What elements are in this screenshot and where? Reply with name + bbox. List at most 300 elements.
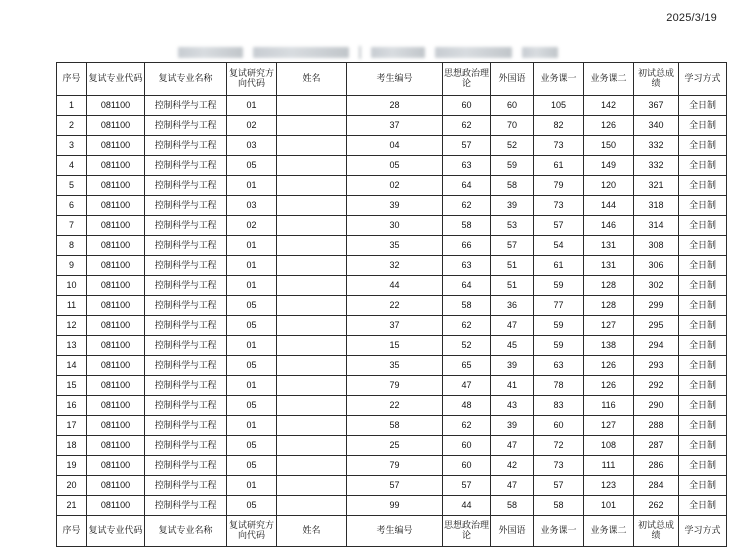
cell-name xyxy=(277,436,347,456)
blurred-header-banner xyxy=(178,44,558,60)
table-row xyxy=(57,436,727,456)
cell-foreign-language: 47 xyxy=(491,436,534,456)
header-business-two: 业务课二 xyxy=(584,63,634,96)
name-redaction xyxy=(302,216,346,235)
cell-politics: 52 xyxy=(443,336,491,356)
cell-index: 4 xyxy=(57,156,87,176)
cell-study-mode: 全日制 xyxy=(679,416,727,436)
cell-exam-number xyxy=(347,416,443,436)
table-row xyxy=(57,356,727,376)
cell-major-name: 控制科学与工程 xyxy=(145,336,227,356)
cell-business-two: 128 xyxy=(584,296,634,316)
cell-exam-number-text: 39 xyxy=(389,199,400,210)
cell-name xyxy=(277,316,347,336)
cell-major-name: 控制科学与工程 xyxy=(145,276,227,296)
cell-total-score: 286 xyxy=(634,456,679,476)
cell-politics: 63 xyxy=(443,256,491,276)
cell-business-one: 73 xyxy=(534,136,584,156)
name-redaction xyxy=(302,476,346,495)
cell-major-code: 081100 xyxy=(87,376,145,396)
name-redaction xyxy=(302,456,346,475)
name-redaction xyxy=(302,336,346,355)
banner-separator xyxy=(359,46,361,59)
table-body xyxy=(57,96,727,516)
table-row xyxy=(57,236,727,256)
header-foreign-language: 外国语 xyxy=(491,63,534,96)
cell-business-one: 72 xyxy=(534,436,584,456)
cell-business-two: 144 xyxy=(584,196,634,216)
cell-business-one: 59 xyxy=(534,316,584,336)
cell-study-mode: 全日制 xyxy=(679,376,727,396)
table-row xyxy=(57,336,727,356)
cell-exam-number xyxy=(347,316,443,336)
cell-business-two: 126 xyxy=(584,376,634,396)
cell-major-code: 081100 xyxy=(87,476,145,496)
table-row xyxy=(57,476,727,496)
cell-study-mode: 全日制 xyxy=(679,436,727,456)
table-row xyxy=(57,176,727,196)
cell-index: 10 xyxy=(57,276,87,296)
cell-name xyxy=(277,476,347,496)
cell-direction-code: 01 xyxy=(227,416,277,436)
cell-business-two: 101 xyxy=(584,496,634,516)
cell-politics: 57 xyxy=(443,476,491,496)
footer-politics: 思想政治理论 xyxy=(443,516,491,547)
cell-name xyxy=(277,256,347,276)
cell-business-one: 73 xyxy=(534,456,584,476)
header-major-name: 复试专业名称 xyxy=(145,63,227,96)
cell-study-mode: 全日制 xyxy=(679,456,727,476)
cell-study-mode: 全日制 xyxy=(679,196,727,216)
footer-study-mode: 学习方式 xyxy=(679,516,727,547)
cell-total-score: 284 xyxy=(634,476,679,496)
table-row xyxy=(57,316,727,336)
name-redaction xyxy=(302,316,346,335)
footer-total-score: 初试总成绩 xyxy=(634,516,679,547)
cell-name xyxy=(277,236,347,256)
cell-business-one: 63 xyxy=(534,356,584,376)
header-index: 序号 xyxy=(57,63,87,96)
table-row xyxy=(57,496,727,516)
header-row xyxy=(57,63,727,96)
footer-business-two: 业务课二 xyxy=(584,516,634,547)
cell-exam-number-text: 37 xyxy=(389,119,400,130)
cell-index: 11 xyxy=(57,296,87,316)
cell-major-code: 081100 xyxy=(87,496,145,516)
cell-foreign-language: 57 xyxy=(491,236,534,256)
name-redaction xyxy=(302,296,346,315)
cell-major-code: 081100 xyxy=(87,236,145,256)
cell-exam-number-text: 25 xyxy=(389,439,400,450)
cell-exam-number xyxy=(347,136,443,156)
cell-business-one: 59 xyxy=(534,276,584,296)
table-row xyxy=(57,276,727,296)
cell-major-name: 控制科学与工程 xyxy=(145,456,227,476)
cell-exam-number-text: 05 xyxy=(389,159,400,170)
cell-major-name: 控制科学与工程 xyxy=(145,416,227,436)
cell-major-code: 081100 xyxy=(87,176,145,196)
footer-major-code: 复试专业代码 xyxy=(87,516,145,547)
cell-direction-code: 05 xyxy=(227,496,277,516)
cell-major-code: 081100 xyxy=(87,136,145,156)
cell-major-name: 控制科学与工程 xyxy=(145,236,227,256)
cell-direction-code: 01 xyxy=(227,96,277,116)
banner-block-3 xyxy=(371,47,425,58)
cell-foreign-language: 53 xyxy=(491,216,534,236)
header-politics: 思想政治理论 xyxy=(443,63,491,96)
footer-row xyxy=(57,516,727,547)
table-row xyxy=(57,396,727,416)
cell-politics: 60 xyxy=(443,96,491,116)
cell-study-mode: 全日制 xyxy=(679,236,727,256)
cell-total-score: 367 xyxy=(634,96,679,116)
cell-name xyxy=(277,296,347,316)
cell-politics: 64 xyxy=(443,276,491,296)
cell-study-mode: 全日制 xyxy=(679,296,727,316)
table-row xyxy=(57,196,727,216)
cell-business-two: 149 xyxy=(584,156,634,176)
cell-politics: 57 xyxy=(443,136,491,156)
cell-major-code: 081100 xyxy=(87,256,145,276)
cell-study-mode: 全日制 xyxy=(679,96,727,116)
cell-foreign-language: 36 xyxy=(491,296,534,316)
cell-business-one: 83 xyxy=(534,396,584,416)
cell-total-score: 299 xyxy=(634,296,679,316)
cell-index: 13 xyxy=(57,336,87,356)
cell-foreign-language: 47 xyxy=(491,476,534,496)
cell-total-score: 332 xyxy=(634,136,679,156)
cell-major-code: 081100 xyxy=(87,456,145,476)
cell-study-mode: 全日制 xyxy=(679,476,727,496)
name-redaction xyxy=(302,116,346,135)
cell-index: 2 xyxy=(57,116,87,136)
cell-total-score: 332 xyxy=(634,156,679,176)
cell-business-two: 131 xyxy=(584,236,634,256)
cell-direction-code: 05 xyxy=(227,456,277,476)
cell-index: 6 xyxy=(57,196,87,216)
cell-major-name: 控制科学与工程 xyxy=(145,156,227,176)
cell-total-score: 287 xyxy=(634,436,679,456)
cell-foreign-language: 51 xyxy=(491,276,534,296)
cell-direction-code: 02 xyxy=(227,116,277,136)
header-direction-code: 复试研究方向代码 xyxy=(227,63,277,96)
cell-politics: 48 xyxy=(443,396,491,416)
cell-business-one: 54 xyxy=(534,236,584,256)
cell-major-name: 控制科学与工程 xyxy=(145,436,227,456)
cell-exam-number xyxy=(347,396,443,416)
cell-exam-number xyxy=(347,376,443,396)
cell-business-two: 127 xyxy=(584,416,634,436)
cell-exam-number xyxy=(347,116,443,136)
banner-block-5 xyxy=(522,47,558,58)
cell-politics: 60 xyxy=(443,456,491,476)
cell-politics: 60 xyxy=(443,436,491,456)
cell-index: 15 xyxy=(57,376,87,396)
cell-politics: 44 xyxy=(443,496,491,516)
cell-exam-number-text: 37 xyxy=(389,319,400,330)
cell-exam-number-text: 57 xyxy=(389,479,400,490)
table-row xyxy=(57,256,727,276)
header-major-code: 复试专业代码 xyxy=(87,63,145,96)
cell-exam-number xyxy=(347,276,443,296)
cell-business-one: 105 xyxy=(534,96,584,116)
cell-total-score: 290 xyxy=(634,396,679,416)
cell-major-name: 控制科学与工程 xyxy=(145,216,227,236)
cell-major-code: 081100 xyxy=(87,276,145,296)
cell-business-one: 77 xyxy=(534,296,584,316)
cell-major-name: 控制科学与工程 xyxy=(145,176,227,196)
cell-study-mode: 全日制 xyxy=(679,136,727,156)
cell-business-two: 131 xyxy=(584,256,634,276)
cell-business-two: 150 xyxy=(584,136,634,156)
cell-total-score: 306 xyxy=(634,256,679,276)
cell-name xyxy=(277,336,347,356)
cell-index: 14 xyxy=(57,356,87,376)
footer-major-name: 复试专业名称 xyxy=(145,516,227,547)
cell-major-code: 081100 xyxy=(87,336,145,356)
cell-foreign-language: 47 xyxy=(491,316,534,336)
cell-major-code: 081100 xyxy=(87,156,145,176)
cell-politics: 62 xyxy=(443,116,491,136)
cell-direction-code: 01 xyxy=(227,276,277,296)
name-redaction xyxy=(302,276,346,295)
grades-table xyxy=(56,62,727,547)
cell-foreign-language: 59 xyxy=(491,156,534,176)
cell-exam-number-text: 22 xyxy=(389,299,400,310)
name-redaction xyxy=(302,496,346,515)
cell-major-code: 081100 xyxy=(87,216,145,236)
cell-total-score: 262 xyxy=(634,496,679,516)
cell-business-two: 146 xyxy=(584,216,634,236)
cell-politics: 58 xyxy=(443,296,491,316)
cell-business-two: 138 xyxy=(584,336,634,356)
cell-foreign-language: 39 xyxy=(491,196,534,216)
cell-study-mode: 全日制 xyxy=(679,176,727,196)
table-row xyxy=(57,376,727,396)
cell-index: 17 xyxy=(57,416,87,436)
cell-major-name: 控制科学与工程 xyxy=(145,396,227,416)
table-row xyxy=(57,116,727,136)
cell-name xyxy=(277,376,347,396)
cell-index: 8 xyxy=(57,236,87,256)
cell-exam-number xyxy=(347,356,443,376)
cell-exam-number xyxy=(347,236,443,256)
name-redaction xyxy=(302,196,346,215)
cell-major-name: 控制科学与工程 xyxy=(145,296,227,316)
cell-index: 20 xyxy=(57,476,87,496)
name-redaction xyxy=(302,436,346,455)
cell-foreign-language: 41 xyxy=(491,376,534,396)
cell-business-one: 61 xyxy=(534,156,584,176)
cell-total-score: 294 xyxy=(634,336,679,356)
cell-business-one: 57 xyxy=(534,216,584,236)
cell-major-name: 控制科学与工程 xyxy=(145,116,227,136)
cell-exam-number-text: 35 xyxy=(389,239,400,250)
cell-name xyxy=(277,216,347,236)
cell-major-code: 081100 xyxy=(87,196,145,216)
cell-total-score: 314 xyxy=(634,216,679,236)
cell-direction-code: 05 xyxy=(227,316,277,336)
cell-politics: 47 xyxy=(443,376,491,396)
cell-index: 19 xyxy=(57,456,87,476)
cell-politics: 58 xyxy=(443,216,491,236)
cell-name xyxy=(277,356,347,376)
cell-exam-number-text: 44 xyxy=(389,279,400,290)
cell-major-name: 控制科学与工程 xyxy=(145,476,227,496)
cell-exam-number xyxy=(347,176,443,196)
cell-foreign-language: 42 xyxy=(491,456,534,476)
footer-business-one: 业务课一 xyxy=(534,516,584,547)
cell-foreign-language: 45 xyxy=(491,336,534,356)
cell-major-name: 控制科学与工程 xyxy=(145,376,227,396)
cell-study-mode: 全日制 xyxy=(679,156,727,176)
header-study-mode: 学习方式 xyxy=(679,63,727,96)
table-row xyxy=(57,156,727,176)
cell-exam-number-text: 02 xyxy=(389,179,400,190)
name-redaction xyxy=(302,236,346,255)
name-redaction xyxy=(302,356,346,375)
cell-total-score: 293 xyxy=(634,356,679,376)
cell-exam-number-text: 28 xyxy=(389,99,400,110)
header-business-one: 业务课一 xyxy=(534,63,584,96)
banner-block-2 xyxy=(253,47,350,58)
cell-major-name: 控制科学与工程 xyxy=(145,356,227,376)
footer-index: 序号 xyxy=(57,516,87,547)
cell-exam-number-text: 04 xyxy=(389,139,400,150)
cell-name xyxy=(277,136,347,156)
footer-foreign-language: 外国语 xyxy=(491,516,534,547)
cell-exam-number xyxy=(347,456,443,476)
cell-business-one: 59 xyxy=(534,336,584,356)
cell-name xyxy=(277,96,347,116)
cell-index: 12 xyxy=(57,316,87,336)
cell-politics: 62 xyxy=(443,196,491,216)
cell-exam-number xyxy=(347,476,443,496)
cell-business-one: 73 xyxy=(534,196,584,216)
footer-exam-number: 考生编号 xyxy=(347,516,443,547)
cell-exam-number-text: 32 xyxy=(389,259,400,270)
cell-major-code: 081100 xyxy=(87,436,145,456)
cell-index: 5 xyxy=(57,176,87,196)
cell-name xyxy=(277,276,347,296)
cell-business-two: 120 xyxy=(584,176,634,196)
cell-total-score: 302 xyxy=(634,276,679,296)
cell-direction-code: 01 xyxy=(227,476,277,496)
cell-total-score: 318 xyxy=(634,196,679,216)
cell-direction-code: 02 xyxy=(227,216,277,236)
cell-study-mode: 全日制 xyxy=(679,216,727,236)
cell-total-score: 340 xyxy=(634,116,679,136)
cell-exam-number xyxy=(347,436,443,456)
cell-index: 21 xyxy=(57,496,87,516)
date-stamp: 2025/3/19 xyxy=(666,12,717,24)
cell-exam-number xyxy=(347,96,443,116)
cell-business-two: 127 xyxy=(584,316,634,336)
cell-major-name: 控制科学与工程 xyxy=(145,136,227,156)
cell-politics: 63 xyxy=(443,156,491,176)
cell-foreign-language: 58 xyxy=(491,176,534,196)
cell-name xyxy=(277,176,347,196)
cell-foreign-language: 43 xyxy=(491,396,534,416)
cell-exam-number-text: 35 xyxy=(389,359,400,370)
cell-direction-code: 05 xyxy=(227,356,277,376)
cell-exam-number-text: 30 xyxy=(389,219,400,230)
cell-politics: 65 xyxy=(443,356,491,376)
banner-block-4 xyxy=(435,47,512,58)
cell-foreign-language: 52 xyxy=(491,136,534,156)
cell-politics: 66 xyxy=(443,236,491,256)
header-total-score: 初试总成绩 xyxy=(634,63,679,96)
cell-index: 7 xyxy=(57,216,87,236)
table-header xyxy=(57,63,727,96)
cell-index: 9 xyxy=(57,256,87,276)
cell-major-name: 控制科学与工程 xyxy=(145,496,227,516)
cell-direction-code: 03 xyxy=(227,136,277,156)
cell-direction-code: 03 xyxy=(227,196,277,216)
cell-total-score: 295 xyxy=(634,316,679,336)
cell-study-mode: 全日制 xyxy=(679,316,727,336)
cell-business-two: 123 xyxy=(584,476,634,496)
cell-foreign-language: 60 xyxy=(491,96,534,116)
cell-business-one: 58 xyxy=(534,496,584,516)
cell-name xyxy=(277,156,347,176)
table-row xyxy=(57,416,727,436)
cell-major-code: 081100 xyxy=(87,316,145,336)
cell-direction-code: 05 xyxy=(227,296,277,316)
cell-exam-number-text: 99 xyxy=(389,499,400,510)
cell-exam-number-text: 22 xyxy=(389,399,400,410)
cell-business-two: 142 xyxy=(584,96,634,116)
cell-foreign-language: 58 xyxy=(491,496,534,516)
cell-exam-number xyxy=(347,296,443,316)
cell-name xyxy=(277,116,347,136)
cell-study-mode: 全日制 xyxy=(679,276,727,296)
cell-name xyxy=(277,416,347,436)
grades-table-wrapper xyxy=(56,62,721,547)
name-redaction xyxy=(302,416,346,435)
cell-foreign-language: 70 xyxy=(491,116,534,136)
cell-exam-number-text: 79 xyxy=(389,459,400,470)
cell-direction-code: 01 xyxy=(227,236,277,256)
cell-major-name: 控制科学与工程 xyxy=(145,96,227,116)
cell-direction-code: 01 xyxy=(227,376,277,396)
table-row xyxy=(57,456,727,476)
name-redaction xyxy=(302,96,346,115)
cell-direction-code: 05 xyxy=(227,436,277,456)
cell-direction-code: 05 xyxy=(227,156,277,176)
cell-business-two: 111 xyxy=(584,456,634,476)
cell-major-code: 081100 xyxy=(87,396,145,416)
cell-major-code: 081100 xyxy=(87,96,145,116)
name-redaction xyxy=(302,156,346,175)
name-redaction xyxy=(302,396,346,415)
cell-study-mode: 全日制 xyxy=(679,396,727,416)
cell-foreign-language: 39 xyxy=(491,416,534,436)
cell-business-one: 61 xyxy=(534,256,584,276)
cell-index: 1 xyxy=(57,96,87,116)
cell-politics: 64 xyxy=(443,176,491,196)
cell-exam-number xyxy=(347,216,443,236)
cell-major-name: 控制科学与工程 xyxy=(145,196,227,216)
cell-direction-code: 01 xyxy=(227,336,277,356)
cell-study-mode: 全日制 xyxy=(679,116,727,136)
table-row xyxy=(57,296,727,316)
cell-total-score: 292 xyxy=(634,376,679,396)
cell-business-two: 116 xyxy=(584,396,634,416)
cell-total-score: 308 xyxy=(634,236,679,256)
table-row xyxy=(57,136,727,156)
cell-direction-code: 01 xyxy=(227,176,277,196)
